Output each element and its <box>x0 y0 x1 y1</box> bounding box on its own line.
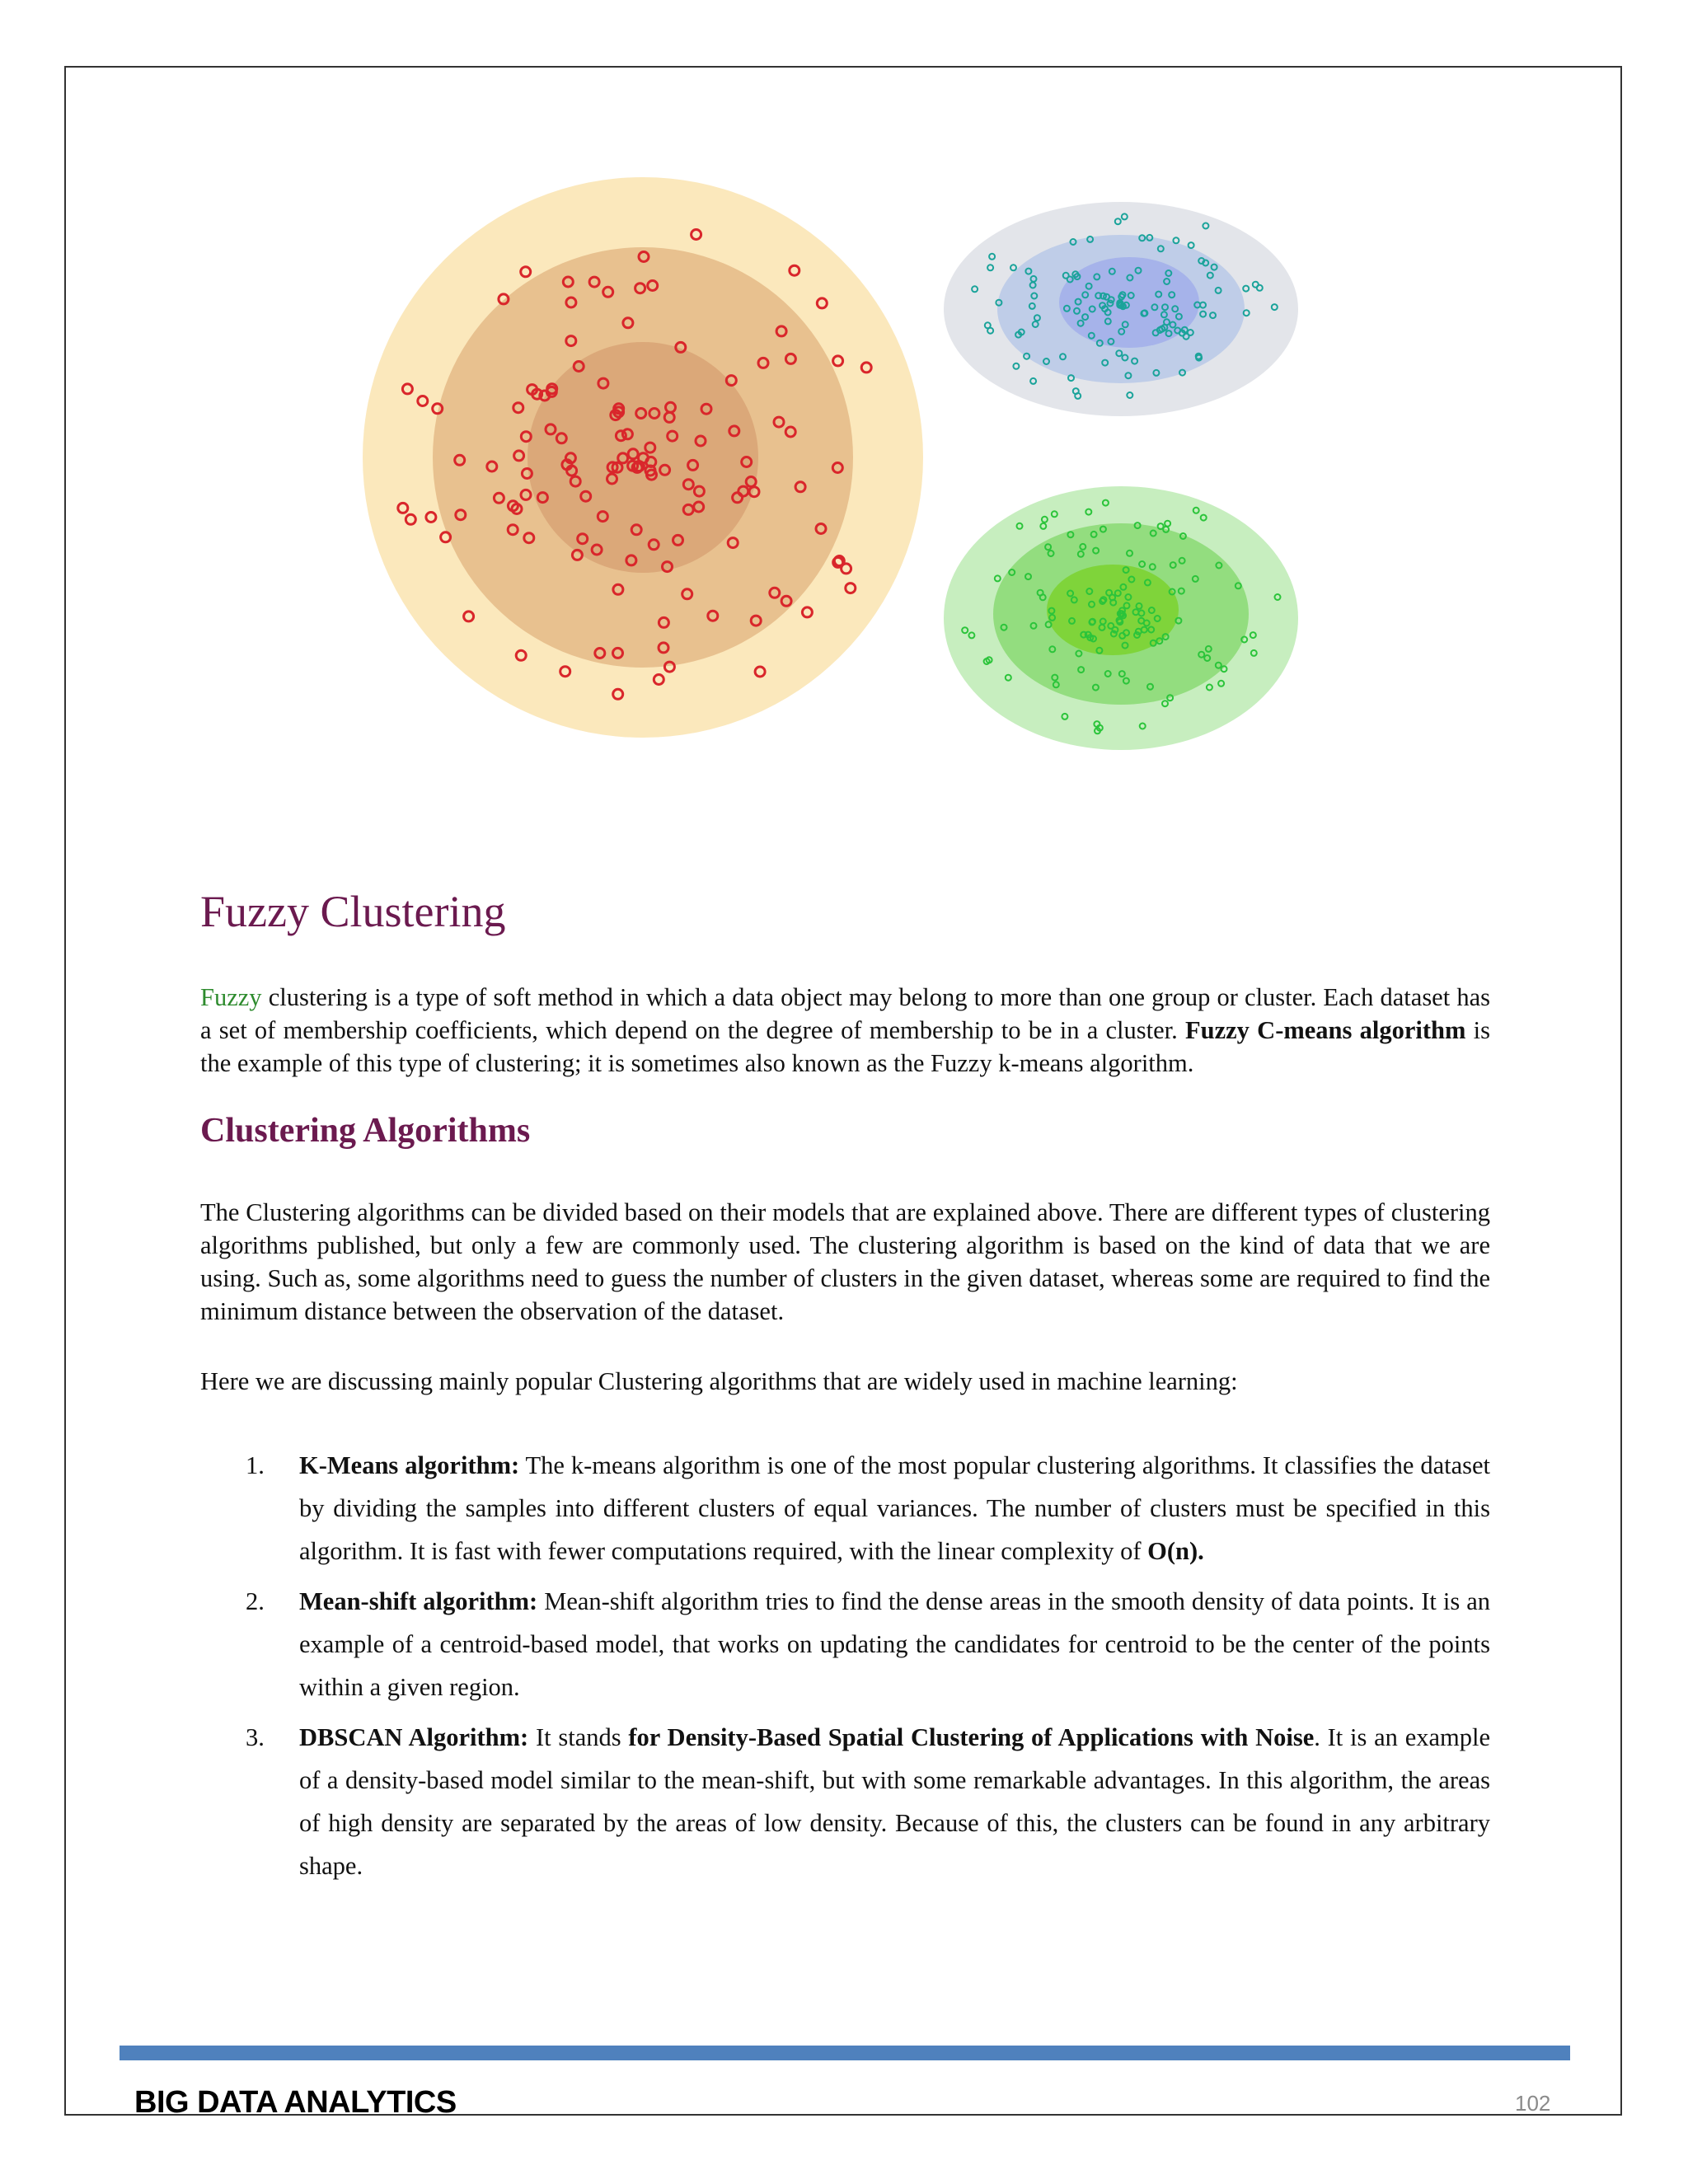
list-number: 3. <box>246 1723 265 1751</box>
fuzzy-cmeans-term: Fuzzy C-means algorithm <box>1185 1016 1466 1044</box>
red-cluster <box>363 177 923 738</box>
dbscan-text-a: It stands <box>528 1723 629 1751</box>
list-item-meanshift <box>200 1580 1490 1708</box>
list-item-dbscan <box>200 1716 1490 1887</box>
fuzzy-text-1: clustering is a type of soft method in which a data object may belong to more than one group or cluster. Each dataset has a set of membership coefficients, which depend on the degree of membership to be in a cluster. <box>200 983 1490 1044</box>
meanshift-text: Mean-shift algorithm tries to find the dense areas in the smooth density of data points. It is an example of a centroid-based model, that works on updating the candidates for centroid to be the center of the points within a given region. <box>299 1587 1490 1701</box>
footer-title: BIG DATA ANALYTICS <box>134 2085 457 2120</box>
clustering-illustration <box>280 161 1319 787</box>
fuzzy-clustering-heading: Fuzzy Clustering <box>200 887 506 936</box>
fuzzy-text-2: is the example of this type of clustering; it is sometimes also known as the Fuzzy k-means algorithm. <box>200 1016 1490 1077</box>
blue-cluster <box>944 202 1298 416</box>
green-cluster-core <box>1047 565 1179 655</box>
list-number: 1. <box>246 1451 265 1479</box>
clustering-figure <box>280 161 1319 787</box>
kmeans-text: The k-means algorithm is one of the most popular clustering algorithms. It classifies the dataset by dividing the samples into different clusters of equal variances. The number of clusters must be specified in this algorithm. It is fast with fewer computations required, with the linear complexity of <box>299 1451 1490 1565</box>
page-number: 102 <box>1515 2091 1551 2116</box>
dbscan-text-b: . It is an example of a density-based model similar to the mean-shift, but with some remarkable advantages. In this algorithm, the areas of high density are separated by the areas of low density. Because of this, the clusters can be found in any arbitrary shape. <box>299 1723 1491 1880</box>
algorithm-list <box>200 1444 1490 1895</box>
red-cluster-core <box>528 342 758 573</box>
footer-bar <box>120 2046 1570 2060</box>
green-cluster <box>944 486 1298 750</box>
list-number: 2. <box>246 1587 265 1615</box>
clustering-algorithms-paragraph: The Clustering algorithms can be divided based on their models that are explained above. There are different types of clustering algorithms published, but only a few are commonly used. The clustering algorithm is based on the kind of data that we are using. Such as, some algorithms need to guess the number of clusters in the given dataset, whereas some are required to find the minimum distance between the observation of the dataset. <box>200 1198 1490 1325</box>
fuzzy-lead-word: Fuzzy <box>200 983 262 1011</box>
dbscan-expansion: for Density-Based Spatial Clustering of Applications with Noise <box>628 1723 1315 1751</box>
clustering-algorithms-heading: Clustering Algorithms <box>200 1112 531 1150</box>
list-item-kmeans <box>200 1444 1490 1572</box>
clustering-algorithms-intro: Here we are discussing mainly popular Clustering algorithms that are widely used in machine learning: <box>200 1367 1238 1395</box>
kmeans-title: K-Means algorithm: <box>299 1451 520 1479</box>
fuzzy-clustering-paragraph <box>200 981 1490 1080</box>
meanshift-title: Mean-shift algorithm: <box>299 1587 538 1615</box>
kmeans-complexity: O(n). <box>1147 1537 1204 1565</box>
dbscan-title: DBSCAN Algorithm: <box>299 1723 529 1751</box>
